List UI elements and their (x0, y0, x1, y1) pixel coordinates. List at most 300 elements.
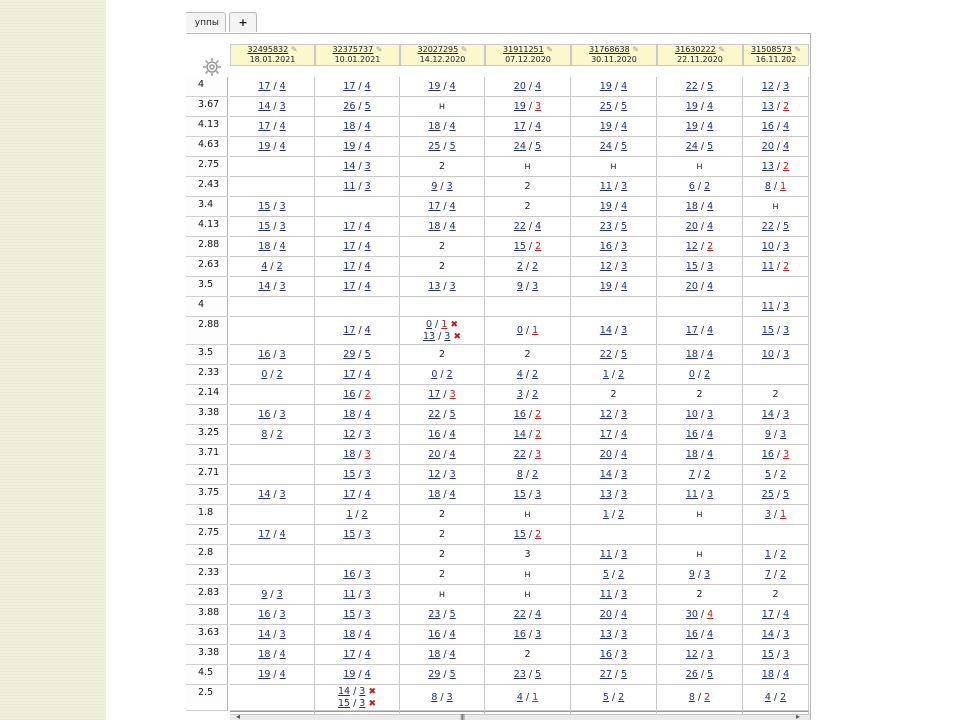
grade-cell[interactable] (485, 237, 571, 257)
grade-cell[interactable] (230, 157, 315, 177)
grade-points-link[interactable]: 19 (343, 141, 356, 152)
grade-value-link[interactable]: 2 (532, 261, 539, 272)
grade-points-link[interactable]: 15 (513, 241, 526, 252)
grade-points-link[interactable]: 17 (428, 201, 441, 212)
grade-value-link[interactable]: 3 (364, 609, 371, 620)
grade-value-link[interactable]: 2 (532, 389, 539, 400)
grade-points-link[interactable]: 20 (685, 281, 698, 292)
grade-cell[interactable] (657, 545, 743, 565)
grade-value-link[interactable]: 5 (621, 141, 628, 152)
grade-cell[interactable] (657, 197, 743, 217)
grade-value-link[interactable]: 4 (364, 81, 371, 92)
grade-cell[interactable] (571, 385, 657, 405)
grade-cell[interactable] (485, 485, 571, 505)
grade-cell[interactable] (571, 685, 657, 711)
grade-cell[interactable] (743, 645, 809, 665)
grade-cell[interactable] (315, 645, 400, 665)
grade-points-link[interactable]: 8 (431, 692, 438, 703)
grade-cell[interactable] (657, 237, 743, 257)
grade-cell[interactable] (400, 345, 485, 365)
grade-value-link[interactable]: 2 (535, 409, 542, 420)
cross-icon[interactable]: ✖ (365, 698, 377, 709)
grade-points-link[interactable]: 17 (428, 389, 441, 400)
grade-value-link[interactable]: 3 (364, 569, 371, 580)
grade-value-link[interactable]: 4 (364, 489, 371, 500)
grade-cell[interactable] (315, 405, 400, 425)
grade-value-link[interactable]: 2 (532, 469, 539, 480)
grade-value-link[interactable]: 4 (707, 281, 714, 292)
grade-value-link[interactable]: 5 (621, 221, 628, 232)
grade-value-link[interactable]: 4 (707, 221, 714, 232)
grade-cell[interactable] (743, 297, 809, 317)
grade-value-link[interactable]: 4 (707, 609, 714, 620)
grade-cell[interactable] (657, 485, 743, 505)
grade-cell[interactable] (315, 297, 400, 317)
grade-cell[interactable] (571, 97, 657, 117)
grade-value-link[interactable]: 4 (621, 201, 628, 212)
grade-value-link[interactable]: 2 (446, 369, 453, 380)
grade-value-link[interactable]: 2 (780, 549, 787, 560)
grade-points-link[interactable]: 18 (343, 409, 356, 420)
grade-cell[interactable] (743, 485, 809, 505)
grade-cell[interactable] (657, 425, 743, 445)
grade-cell[interactable] (230, 625, 315, 645)
grade-cell[interactable] (230, 97, 315, 117)
grade-value-link[interactable]: 3 (621, 489, 628, 500)
grade-cell[interactable] (657, 565, 743, 585)
grade-cell[interactable] (315, 385, 400, 405)
grade-cell[interactable] (571, 465, 657, 485)
grade-value-link[interactable]: 4 (364, 261, 371, 272)
grade-points-link[interactable]: 13 (761, 101, 774, 112)
grade-cell[interactable] (315, 605, 400, 625)
grade-cell[interactable] (400, 505, 485, 525)
grade-cell[interactable] (230, 257, 315, 277)
grade-points-link[interactable]: 4 (261, 261, 268, 272)
grade-cell[interactable] (230, 197, 315, 217)
grade-value-link[interactable]: 3 (446, 181, 453, 192)
grade-value-link[interactable]: 3 (621, 549, 628, 560)
grade-cell[interactable] (400, 405, 485, 425)
grade-points-link[interactable]: 5 (602, 692, 609, 703)
grade-value-link[interactable]: 2 (704, 369, 711, 380)
grade-cell[interactable] (315, 277, 400, 297)
grade-points-link[interactable]: 2 (516, 261, 523, 272)
grade-cell[interactable] (485, 605, 571, 625)
grade-cell[interactable] (485, 625, 571, 645)
grade-cell[interactable] (571, 405, 657, 425)
grade-points-link[interactable]: 16 (428, 429, 441, 440)
grade-points-link[interactable]: 14 (343, 161, 356, 172)
grade-points-link[interactable]: 17 (343, 241, 356, 252)
grade-points-link[interactable]: 15 (343, 529, 356, 540)
grade-cell[interactable] (743, 365, 809, 385)
grade-points-link[interactable]: 16 (513, 629, 526, 640)
grade-points-link[interactable]: 12 (599, 261, 612, 272)
grade-cell[interactable] (230, 465, 315, 485)
grade-value-link[interactable]: 3 (449, 389, 456, 400)
grade-points-link[interactable]: 20 (599, 609, 612, 620)
grade-value-link[interactable]: 5 (707, 141, 714, 152)
grade-cell[interactable] (657, 365, 743, 385)
grade-cell[interactable] (485, 257, 571, 277)
grade-cell[interactable] (485, 425, 571, 445)
grade-cell[interactable] (657, 97, 743, 117)
grade-value-link[interactable]: 3 (621, 409, 628, 420)
grade-cell[interactable] (485, 217, 571, 237)
grade-value-link[interactable]: 5 (707, 669, 714, 680)
grade-value-link[interactable]: 2 (535, 529, 542, 540)
grade-cell[interactable] (315, 97, 400, 117)
grade-value-link[interactable]: 2 (618, 369, 625, 380)
gear-icon[interactable] (202, 57, 222, 77)
grade-cell[interactable] (571, 485, 657, 505)
grade-value-link[interactable]: 3 (535, 449, 542, 460)
grade-cell[interactable] (230, 237, 315, 257)
grade-value-link[interactable]: 4 (279, 81, 286, 92)
grade-cell[interactable] (400, 565, 485, 585)
grade-points-link[interactable]: 30 (685, 609, 698, 620)
grade-cell[interactable] (743, 137, 809, 157)
grade-points-link[interactable]: 22 (513, 221, 526, 232)
grade-points-link[interactable]: 18 (343, 629, 356, 640)
grade-cell[interactable] (657, 297, 743, 317)
grade-cell[interactable] (571, 625, 657, 645)
grade-cell[interactable] (571, 565, 657, 585)
grade-points-link[interactable]: 17 (343, 489, 356, 500)
grade-value-link[interactable]: 3 (444, 330, 451, 342)
grade-value-link[interactable]: 4 (449, 629, 456, 640)
grade-points-link[interactable]: 16 (761, 121, 774, 132)
grade-points-link[interactable]: 4 (764, 692, 771, 703)
grade-points-link[interactable]: 10 (761, 349, 774, 360)
grade-value-link[interactable]: 3 (783, 81, 790, 92)
grade-value-link[interactable]: 5 (449, 609, 456, 620)
grade-value-link[interactable]: 4 (535, 81, 542, 92)
grade-points-link[interactable]: 29 (428, 669, 441, 680)
grade-value-link[interactable]: 3 (707, 649, 714, 660)
grade-cell[interactable] (400, 157, 485, 177)
grade-cell[interactable] (230, 117, 315, 137)
grade-points-link[interactable]: 23 (513, 669, 526, 680)
grade-points-link[interactable]: 18 (343, 449, 356, 460)
grade-cell[interactable] (400, 585, 485, 605)
grade-cell[interactable] (230, 385, 315, 405)
grade-cell[interactable] (485, 645, 571, 665)
grade-points-link[interactable]: 12 (343, 429, 356, 440)
grade-points-link[interactable]: 16 (258, 409, 271, 420)
grade-points-link[interactable]: 18 (685, 349, 698, 360)
grade-value-link[interactable]: 2 (276, 369, 283, 380)
grade-points-link[interactable]: 19 (513, 101, 526, 112)
grade-value-link[interactable]: 5 (783, 489, 790, 500)
grade-cell[interactable] (400, 117, 485, 137)
grade-cell[interactable] (571, 365, 657, 385)
grade-points-link[interactable]: 6 (688, 181, 695, 192)
grade-value-link[interactable]: 4 (707, 101, 714, 112)
grade-points-link[interactable]: 14 (599, 325, 612, 336)
grade-points-link[interactable]: 18 (685, 201, 698, 212)
grade-points-link[interactable]: 17 (761, 609, 774, 620)
grade-points-link[interactable]: 0 (425, 318, 433, 330)
grade-points-link[interactable]: 13 (599, 629, 612, 640)
grade-points-link[interactable]: 19 (685, 121, 698, 132)
grade-cell[interactable] (657, 157, 743, 177)
grade-value-link[interactable]: 3 (449, 281, 456, 292)
grade-cell[interactable] (400, 97, 485, 117)
grade-points-link[interactable]: 18 (428, 121, 441, 132)
grade-cell[interactable] (230, 525, 315, 545)
grade-cell[interactable] (743, 257, 809, 277)
grade-value-link[interactable]: 4 (279, 529, 286, 540)
grade-points-link[interactable]: 18 (258, 649, 271, 660)
grade-points-link[interactable]: 7 (764, 569, 771, 580)
grade-value-link[interactable]: 3 (783, 649, 790, 660)
grade-points-link[interactable]: 19 (685, 101, 698, 112)
lesson-id-link[interactable]: 31508573 (751, 45, 792, 54)
grade-cell[interactable] (571, 445, 657, 465)
grade-value-link[interactable]: 5 (621, 669, 628, 680)
grade-value-link[interactable]: 4 (279, 241, 286, 252)
grade-value-link[interactable]: 4 (364, 369, 371, 380)
grade-points-link[interactable]: 14 (761, 629, 774, 640)
grade-points-link[interactable]: 22 (513, 449, 526, 460)
grade-cell[interactable] (485, 445, 571, 465)
grade-value-link[interactable]: 3 (535, 489, 542, 500)
grade-cell[interactable] (485, 297, 571, 317)
grade-cell[interactable] (571, 297, 657, 317)
grade-cell[interactable] (400, 445, 485, 465)
grade-points-link[interactable]: 22 (428, 409, 441, 420)
grade-points-link[interactable]: 11 (343, 181, 356, 192)
grade-points-link[interactable]: 9 (431, 181, 438, 192)
grade-cell[interactable] (485, 317, 571, 345)
lesson-id-link[interactable]: 31768638 (589, 45, 630, 54)
grade-value-link[interactable]: 4 (707, 201, 714, 212)
grade-points-link[interactable]: 15 (513, 489, 526, 500)
grade-value-link[interactable]: 2 (780, 692, 787, 703)
grade-value-link[interactable]: 3 (621, 181, 628, 192)
grade-value-link[interactable]: 4 (707, 429, 714, 440)
grade-value-link[interactable]: 2 (364, 389, 371, 400)
grade-value-link[interactable]: 4 (364, 241, 371, 252)
grade-value-link[interactable]: 5 (449, 141, 456, 152)
grade-points-link[interactable]: 18 (343, 121, 356, 132)
grade-points-link[interactable]: 29 (343, 349, 356, 360)
scroll-right-arrow-icon[interactable]: ▸ (795, 712, 800, 720)
scroll-left-arrow-icon[interactable]: ◂ (236, 712, 241, 720)
grade-cell[interactable] (571, 645, 657, 665)
grade-cell[interactable] (315, 585, 400, 605)
grade-value-link[interactable]: 4 (364, 325, 371, 336)
grade-value-link[interactable]: 4 (621, 81, 628, 92)
grade-value-link[interactable]: 3 (532, 281, 539, 292)
grade-value-link[interactable]: 4 (449, 449, 456, 460)
grade-cell[interactable] (743, 385, 809, 405)
grade-points-link[interactable]: 24 (513, 141, 526, 152)
grade-cell[interactable] (230, 405, 315, 425)
grade-value-link[interactable]: 5 (449, 409, 456, 420)
grade-value-link[interactable]: 2 (783, 161, 790, 172)
grade-cell[interactable] (230, 565, 315, 585)
grade-value-link[interactable]: 3 (359, 685, 366, 697)
grade-value-link[interactable]: 4 (279, 141, 286, 152)
grade-cell[interactable] (743, 157, 809, 177)
grade-value-link[interactable]: 1 (780, 509, 787, 520)
grade-points-link[interactable]: 23 (599, 221, 612, 232)
grade-value-link[interactable]: 4 (279, 669, 286, 680)
grade-cell[interactable] (657, 385, 743, 405)
grade-value-link[interactable]: 1 (532, 325, 539, 336)
grade-cell[interactable] (743, 445, 809, 465)
grade-cell[interactable] (657, 585, 743, 605)
grade-cell[interactable] (571, 665, 657, 685)
grade-value-link[interactable]: 4 (783, 141, 790, 152)
grade-cell[interactable] (485, 137, 571, 157)
grade-cell[interactable] (230, 545, 315, 565)
grade-value-link[interactable]: 2 (532, 369, 539, 380)
grade-points-link[interactable]: 25 (428, 141, 441, 152)
grade-cell[interactable] (657, 505, 743, 525)
grade-cell[interactable] (657, 645, 743, 665)
grade-value-link[interactable]: 5 (535, 141, 542, 152)
grade-cell[interactable] (400, 277, 485, 297)
grade-cell[interactable] (315, 625, 400, 645)
grade-cell[interactable] (657, 137, 743, 157)
grade-points-link[interactable]: 0 (261, 369, 268, 380)
grade-points-link[interactable]: 27 (599, 669, 612, 680)
grade-points-link[interactable]: 15 (761, 649, 774, 660)
grade-value-link[interactable]: 3 (621, 649, 628, 660)
grade-value-link[interactable]: 3 (364, 429, 371, 440)
grade-cell[interactable] (743, 177, 809, 197)
grade-points-link[interactable]: 15 (343, 469, 356, 480)
grade-points-link[interactable]: 18 (428, 221, 441, 232)
tab-groups[interactable]: уппы (186, 12, 226, 32)
grade-cell[interactable] (571, 257, 657, 277)
grade-points-link[interactable]: 17 (258, 529, 271, 540)
grade-value-link[interactable]: 2 (707, 241, 714, 252)
grade-value-link[interactable]: 2 (618, 509, 625, 520)
grade-points-link[interactable]: 9 (516, 281, 523, 292)
grade-cell[interactable] (315, 505, 400, 525)
grade-points-link[interactable]: 22 (599, 349, 612, 360)
grade-points-link[interactable]: 14 (761, 409, 774, 420)
grade-cell[interactable] (400, 197, 485, 217)
grade-value-link[interactable]: 3 (279, 201, 286, 212)
grade-points-link[interactable]: 15 (258, 221, 271, 232)
grade-value-link[interactable]: 4 (279, 121, 286, 132)
grade-cell[interactable] (485, 465, 571, 485)
grade-cell[interactable] (400, 425, 485, 445)
grade-cell[interactable] (400, 257, 485, 277)
pencil-icon[interactable]: ✎ (629, 45, 639, 54)
grade-cell[interactable] (315, 445, 400, 465)
grade-cell[interactable] (315, 425, 400, 445)
pencil-icon[interactable]: ✎ (715, 45, 725, 54)
grade-value-link[interactable]: 3 (783, 325, 790, 336)
grade-points-link[interactable]: 5 (602, 569, 609, 580)
grade-value-link[interactable]: 4 (707, 121, 714, 132)
grade-value-link[interactable]: 5 (621, 349, 628, 360)
grade-cell[interactable] (571, 77, 657, 97)
grade-value-link[interactable]: 5 (364, 101, 371, 112)
grade-cell[interactable] (743, 97, 809, 117)
grade-cell[interactable] (315, 525, 400, 545)
grade-points-link[interactable]: 24 (599, 141, 612, 152)
grade-cell[interactable] (315, 257, 400, 277)
grade-cell[interactable] (400, 525, 485, 545)
grade-points-link[interactable]: 22 (513, 609, 526, 620)
grade-cell[interactable] (571, 585, 657, 605)
grade-cell[interactable] (485, 97, 571, 117)
grade-value-link[interactable]: 3 (535, 629, 542, 640)
grade-cell[interactable] (315, 465, 400, 485)
grade-cell[interactable] (230, 317, 315, 345)
grade-points-link[interactable]: 16 (428, 629, 441, 640)
grade-value-link[interactable]: 4 (621, 429, 628, 440)
grade-value-link[interactable]: 4 (621, 281, 628, 292)
grade-cell[interactable] (657, 525, 743, 545)
grade-value-link[interactable]: 3 (276, 589, 283, 600)
grade-points-link[interactable]: 14 (599, 469, 612, 480)
lesson-id-link[interactable]: 32375737 (332, 45, 374, 54)
grade-points-link[interactable]: 11 (343, 589, 356, 600)
grade-value-link[interactable]: 1 (441, 318, 448, 330)
grade-points-link[interactable]: 17 (258, 121, 271, 132)
grade-value-link[interactable]: 5 (535, 669, 542, 680)
grade-points-link[interactable]: 19 (599, 281, 612, 292)
grade-value-link[interactable]: 4 (535, 121, 542, 132)
grade-value-link[interactable]: 3 (707, 489, 714, 500)
grade-value-link[interactable]: 4 (364, 409, 371, 420)
grade-cell[interactable] (485, 525, 571, 545)
grade-points-link[interactable]: 3 (764, 509, 771, 520)
grade-cell[interactable] (571, 505, 657, 525)
grade-points-link[interactable]: 15 (258, 201, 271, 212)
grade-cell[interactable] (571, 237, 657, 257)
grade-value-link[interactable]: 3 (279, 609, 286, 620)
grade-cell[interactable] (230, 505, 315, 525)
grade-cell[interactable] (400, 465, 485, 485)
grade-points-link[interactable]: 19 (258, 669, 271, 680)
grade-value-link[interactable]: 3 (783, 629, 790, 640)
grade-value-link[interactable]: 3 (279, 349, 286, 360)
grade-points-link[interactable]: 20 (513, 81, 526, 92)
grade-value-link[interactable]: 4 (364, 649, 371, 660)
grade-cell[interactable] (400, 77, 485, 97)
grade-cell[interactable] (315, 157, 400, 177)
lesson-id-link[interactable]: 32495832 (247, 45, 289, 54)
grade-points-link[interactable]: 19 (599, 201, 612, 212)
grade-cell[interactable] (230, 605, 315, 625)
grade-cell[interactable] (400, 485, 485, 505)
grade-points-link[interactable]: 17 (343, 221, 356, 232)
grade-points-link[interactable]: 18 (685, 449, 698, 460)
grade-points-link[interactable]: 11 (761, 301, 774, 312)
grade-cell[interactable] (230, 177, 315, 197)
grade-value-link[interactable]: 4 (364, 121, 371, 132)
pencil-icon[interactable]: ✎ (373, 45, 383, 54)
grade-cell[interactable] (743, 317, 809, 345)
grade-cell[interactable] (743, 685, 809, 711)
grade-cell[interactable] (315, 237, 400, 257)
grade-value-link[interactable]: 3 (279, 409, 286, 420)
grade-points-link[interactable]: 16 (258, 609, 271, 620)
grade-cell[interactable] (400, 645, 485, 665)
grade-cell[interactable] (485, 505, 571, 525)
grade-cell[interactable] (571, 317, 657, 345)
